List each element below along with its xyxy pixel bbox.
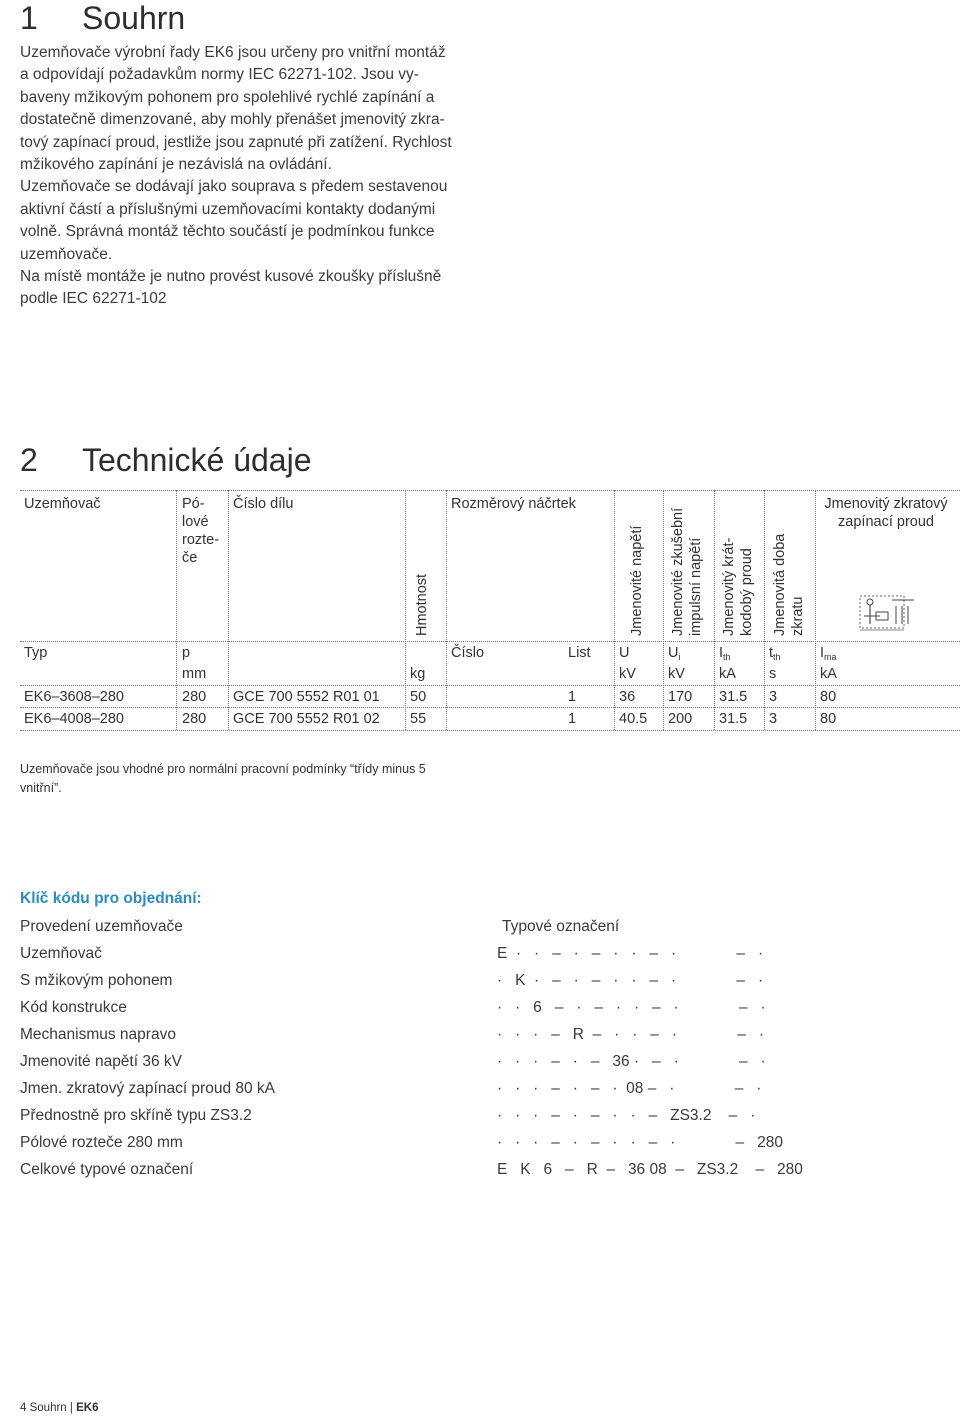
summary-line: tový zapínací proud, jestliže jsou zapnuté při zatížení. Rychlost — [20, 133, 452, 151]
order-key-label: S mžikovým pohonem — [20, 972, 173, 989]
summary-line: dostatečně dimenzované, aby mohly přenášet jmenovitý zkra- — [20, 111, 445, 129]
order-key-label: Jmenovité napětí 36 kV — [20, 1053, 182, 1070]
summary-line: volně. Správná montáž těchto součástí je podmínkou funkce — [20, 223, 435, 241]
order-key-code: · · 6 – · – · · – · – · — [497, 999, 766, 1016]
summary-line: Na místě montáže je nutno provést kusové zkoušky příslušně — [20, 268, 442, 286]
cell-ith: 31.5 — [719, 689, 748, 705]
order-key-code: · · · – · – · · – · – 280 — [497, 1134, 783, 1151]
col-header-polove: Pó- — [182, 496, 205, 512]
col-header-hmotnost: Hmotnost — [414, 573, 430, 636]
page-footer — [20, 1402, 98, 1414]
col-header-rozmerovy-nacrtek: Rozměrový náčrtek — [451, 496, 576, 512]
symbol-typ: Typ — [24, 645, 48, 661]
summary-line: a odpovídají požadavkům normy IEC 62271-102. Jsou vy- — [20, 66, 419, 84]
order-key-col-left: Provedení uzemňovače — [20, 918, 183, 935]
cell-ima: 80 — [820, 689, 837, 705]
symbol-u: U — [619, 645, 630, 661]
cell-u: 36 — [619, 689, 636, 705]
col-header-zkratovy: zapínací proud — [838, 514, 934, 530]
unit-kv: kV — [668, 666, 685, 682]
order-key-code: E K 6 – R – 36 08 – ZS3.2 – 280 — [497, 1161, 803, 1178]
cell-ith: 31.5 — [719, 711, 748, 727]
unit-kv: kV — [619, 666, 636, 682]
cell-list: 1 — [568, 689, 577, 705]
col-header-cislo-dilu: Číslo dílu — [233, 496, 294, 512]
cell-tth: 3 — [769, 689, 778, 705]
col-header-jm-doba: Jmenovitá doba — [772, 533, 788, 636]
order-key-code: E · · – · – · · – · – · — [497, 945, 764, 962]
section-number: 2 — [20, 442, 38, 478]
order-key-label: Uzemňovač — [20, 945, 102, 962]
symbol-tth: $t_{th}$ — [769, 645, 781, 662]
order-key-title: Klíč kódu pro objednání: — [20, 890, 202, 907]
order-key-code: · K · – · – · · – · – · — [497, 972, 764, 989]
cell-ima: 80 — [820, 711, 837, 727]
unit-s: s — [769, 666, 777, 682]
cell-ui: 170 — [668, 689, 693, 705]
summary-line: uzemňovače. — [20, 245, 113, 263]
footer-section: Souhrn — [29, 1402, 67, 1414]
cell-part: GCE 700 5552 R01 02 — [233, 711, 380, 727]
col-header-jm-doba: zkratu — [790, 596, 806, 636]
order-key-code: · · · – · – · 08 – · – · — [497, 1080, 762, 1097]
footer-separator: | — [69, 1402, 73, 1414]
cell-list: 1 — [568, 711, 577, 727]
col-header-polove: lové — [182, 514, 209, 530]
col-header-zkratovy: Jmenovitý zkratový — [824, 496, 948, 512]
order-key-code: · · · – · – · · – ZS3.2 – · — [497, 1107, 756, 1124]
order-key-label: Kód konstrukce — [20, 999, 127, 1016]
cell-typ: EK6–3608–280 — [24, 689, 124, 705]
order-key-code: · · · – R – · · – · – · — [497, 1026, 764, 1043]
col-header-polove: če — [182, 550, 198, 566]
conditions-note — [20, 760, 450, 798]
summary-line: mžikového zapínání je nezávislá na ovládání. — [20, 156, 332, 174]
col-header-jm-zkusebni: impulsní napětí — [688, 537, 704, 636]
symbol-p: p — [182, 645, 191, 661]
page-number: 4 — [20, 1402, 27, 1414]
symbol-ui: $U_i$ — [668, 645, 681, 662]
section-title: Souhrn — [82, 0, 186, 36]
switch-schematic-icon — [856, 590, 920, 636]
cell-tth: 3 — [769, 711, 778, 727]
section-number: 1 — [20, 0, 38, 36]
col-header-polove: rozte- — [182, 532, 220, 548]
cell-typ: EK6–4008–280 — [24, 711, 124, 727]
order-key-label: Celkové typové označení — [20, 1161, 194, 1178]
symbol-ima: $I_{ma}$ — [820, 645, 837, 662]
unit-ka: kA — [820, 666, 837, 682]
cell-p: 280 — [182, 689, 207, 705]
symbol-cislo: Číslo — [451, 645, 485, 661]
cell-kg: 50 — [410, 689, 427, 705]
unit-kg: kg — [410, 666, 426, 682]
symbol-list: List — [568, 645, 591, 661]
note-line: Uzemňovače jsou vhodné pro normální pracovní podmínky “třídy minus 5 — [20, 762, 426, 776]
unit-mm: mm — [182, 666, 207, 682]
cell-kg: 55 — [410, 711, 427, 727]
order-key-label: Pólové rozteče 280 mm — [20, 1134, 183, 1151]
order-key-label: Přednostně pro skříně typu ZS3.2 — [20, 1107, 252, 1124]
col-header-jm-napeti: Jmenovité napětí — [629, 525, 645, 636]
symbol-ith: $I_{th}$ — [719, 645, 731, 662]
section-title: Technické údaje — [82, 442, 312, 478]
note-line: vnitřní”. — [20, 781, 62, 795]
cell-ui: 200 — [668, 711, 693, 727]
col-header-uzemnovac: Uzemňovač — [24, 496, 101, 512]
order-key-label: Mechanismus napravo — [20, 1026, 176, 1043]
summary-line: baveny mžikovým pohonem pro spolehlivé rychlé zapínání a — [20, 88, 435, 106]
order-key-code: · · · – · – 36 · – · – · — [497, 1053, 766, 1070]
summary-line: Uzemňovače výrobní řady EK6 jsou určeny pro vnitřní montáž — [20, 44, 446, 61]
cell-part: GCE 700 5552 R01 01 — [233, 689, 380, 705]
order-key-label: Jmen. zkratový zapínací proud 80 kA — [20, 1080, 276, 1097]
unit-ka: kA — [719, 666, 736, 682]
summary-line: podle IEC 62271-102 — [20, 290, 167, 308]
summary-line: aktivní částí a příslušnými uzemňovacími kontakty dodanými — [20, 200, 436, 218]
summary-line: Uzemňovače se dodávají jako souprava s předem sestavenou — [20, 178, 448, 196]
col-header-jm-kratkodoby: kodobý proud — [739, 548, 755, 636]
order-key-col-right: Typové označení — [502, 918, 620, 935]
cell-u: 40.5 — [619, 711, 648, 727]
cell-p: 280 — [182, 711, 207, 727]
col-header-jm-kratkodoby: Jmenovitý krát- — [721, 537, 737, 636]
footer-product: EK6 — [76, 1402, 99, 1414]
col-header-jm-zkusebni: Jmenovité zkušební — [670, 507, 686, 636]
